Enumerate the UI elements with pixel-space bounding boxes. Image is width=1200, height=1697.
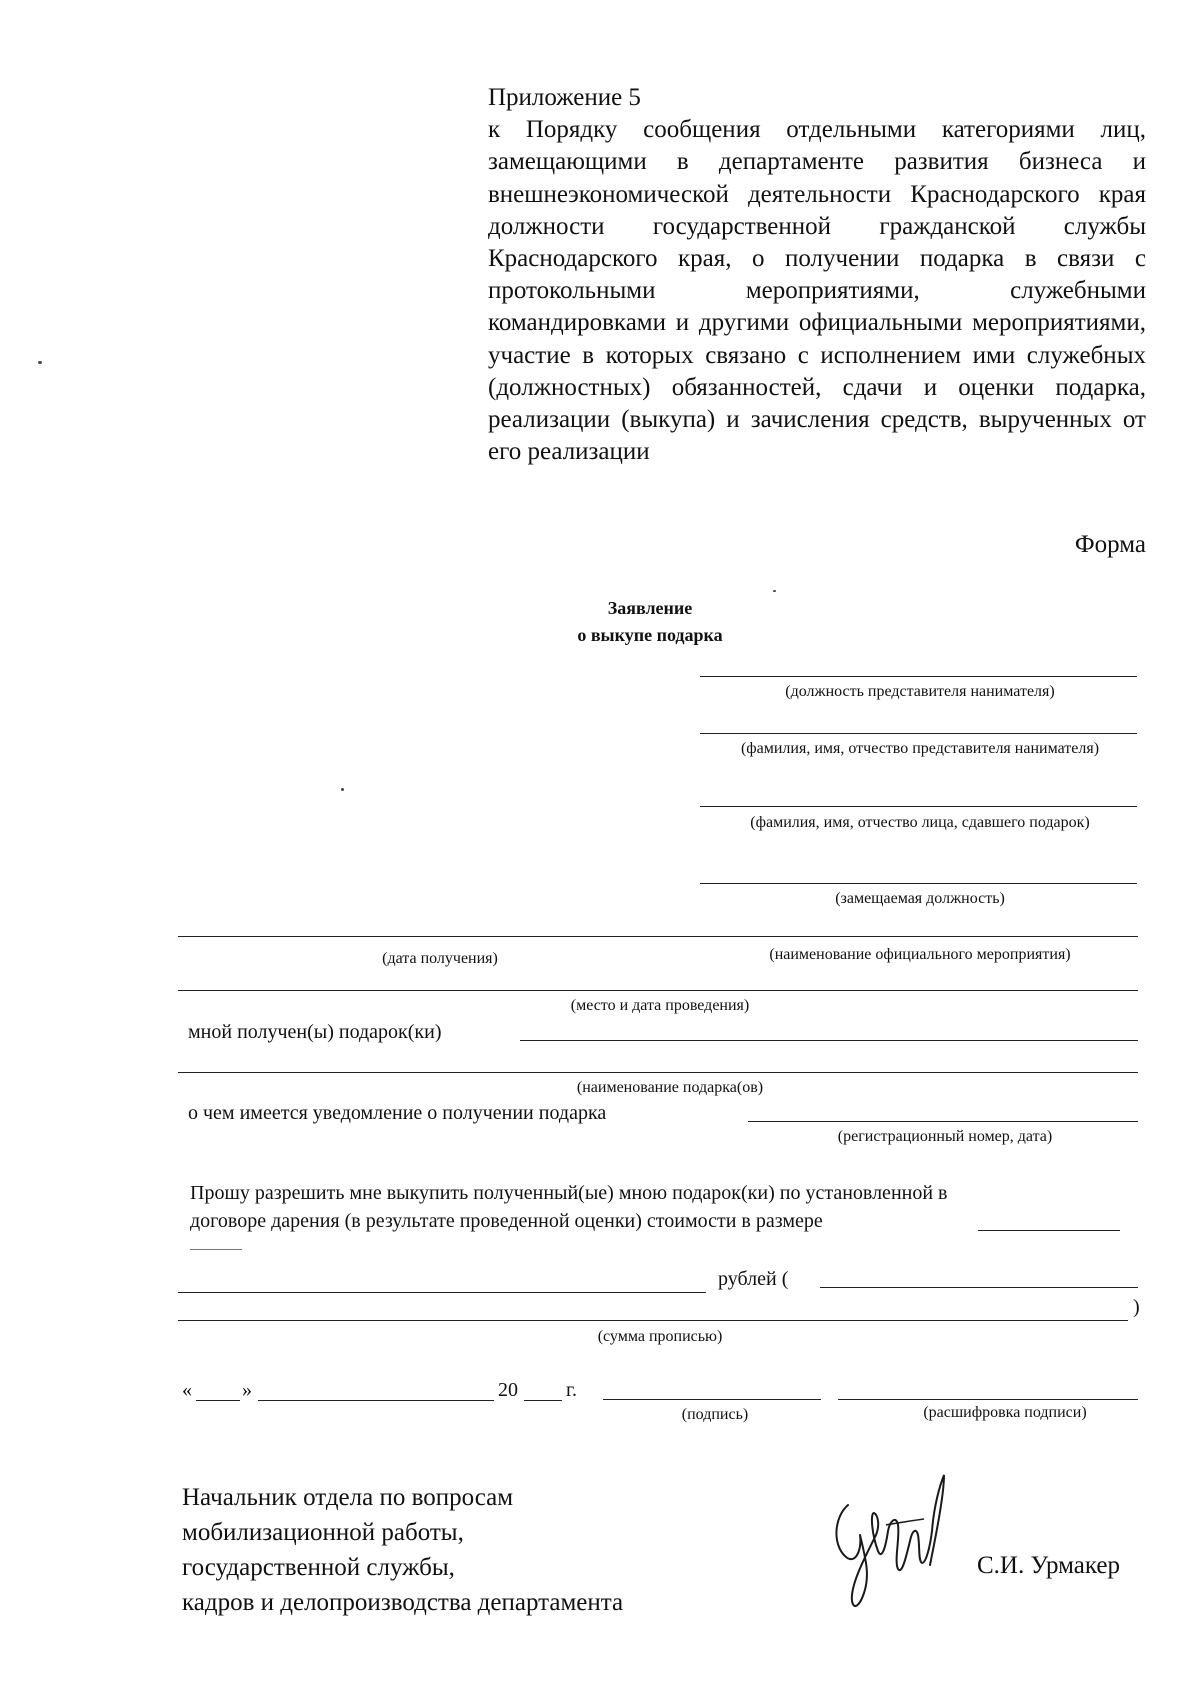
close-paren: ) [1133, 1296, 1140, 1318]
receipt-event-line[interactable] [178, 936, 1138, 937]
year-suffix: г. [566, 1379, 577, 1401]
request-line-2: договоре дарения (в результате проведенной оценки) стоимости в размере [190, 1210, 823, 1232]
donor-name-caption: (фамилия, имя, отчество лица, сдавшего подарок) [750, 814, 1090, 831]
gift-line-1[interactable] [520, 1040, 1138, 1041]
place-date-caption: (место и дата проведения) [570, 997, 750, 1014]
appendix-body: к Порядку сообщения отдельными категориями лиц, замещающими в департаменте развития бизнеса и внешнеэкономической деятельности Краснодарского края должности государственной гражданской службы Краснодарского края, о получении подарка в связи с протокольными мероприятиями, служебными командировками и другими официальными мероприятиями, участие в которых связано с исполнением ими служебных (должностных) обязанностей, сдачи и оценки подарка, реализации (выкупа) и зачисления средств, вырученных от его реализации [488, 116, 1146, 466]
reg-number-caption: (регистрационный номер, дата) [837, 1128, 1053, 1145]
underline-mark [190, 1249, 242, 1250]
place-date-line[interactable] [178, 990, 1138, 991]
signatory-line-1: Начальник отдела по вопросам [182, 1484, 514, 1511]
signature-decoding-caption: (расшифровка подписи) [923, 1404, 1087, 1421]
employer-position-line[interactable] [700, 676, 1137, 677]
receipt-date-caption: (дата получения) [382, 950, 498, 967]
document-title [500, 595, 800, 649]
request-line-1: Прошу разрешить мне выкупить полученный(ые) мною подарок(ки) по установленной в [190, 1182, 948, 1204]
notice-label: о чем имеется уведомление о получении подарка [188, 1102, 607, 1124]
signature-decoding-line[interactable] [838, 1399, 1138, 1400]
gift-line-2[interactable] [178, 1072, 1138, 1073]
appendix-block [488, 82, 1146, 468]
position-line[interactable] [700, 883, 1137, 884]
signatory-position [182, 1480, 623, 1620]
position-caption: (замещаемая должность) [835, 890, 1005, 907]
amount-line[interactable] [978, 1230, 1120, 1231]
signature-line[interactable] [603, 1399, 821, 1400]
year-line[interactable] [524, 1400, 562, 1401]
event-name-caption: (наименование официального мероприятия) [769, 946, 1071, 963]
received-gift-label: мной получен(ы) подарок(ки) [188, 1021, 442, 1043]
title-line-2: о выкупе подарка [577, 625, 723, 645]
signatory-name: С.И. Урмакер [977, 1552, 1120, 1579]
gift-name-caption: (наименование подарка(ов) [576, 1079, 764, 1096]
rubles-number-line[interactable] [178, 1292, 706, 1293]
sum-words-line-1[interactable] [820, 1287, 1138, 1288]
scan-speck [38, 361, 42, 364]
appendix-heading: Приложение 5 [488, 84, 641, 111]
sum-words-line-2[interactable] [178, 1320, 1128, 1321]
signatory-line-4: кадров и делопроизводства департамента [182, 1589, 624, 1616]
rubles-label: рублей ( [718, 1268, 789, 1290]
date-close-quote: » [242, 1379, 252, 1401]
scan-speck [773, 590, 776, 592]
date-open-quote: « [182, 1379, 192, 1401]
signatory-line-3: государственной службы, [182, 1554, 455, 1581]
employer-name-caption: (фамилия, имя, отчество представителя нанимателя) [740, 740, 1100, 757]
employer-position-caption: (должность представителя нанимателя) [785, 683, 1055, 700]
sum-words-caption: (сумма прописью) [597, 1328, 723, 1345]
employer-name-line[interactable] [700, 733, 1137, 734]
donor-name-line[interactable] [700, 806, 1137, 807]
year-prefix: 20 [498, 1379, 518, 1401]
handwritten-signature [826, 1465, 956, 1620]
scan-speck [341, 788, 344, 791]
form-label: Форма [1074, 531, 1146, 558]
title-line-1: Заявление [607, 598, 693, 618]
signature-caption: (подпись) [681, 1406, 749, 1423]
reg-number-line[interactable] [748, 1121, 1138, 1122]
day-line[interactable] [196, 1400, 240, 1401]
month-line[interactable] [258, 1400, 494, 1401]
signatory-line-2: мобилизационной работы, [182, 1519, 464, 1546]
